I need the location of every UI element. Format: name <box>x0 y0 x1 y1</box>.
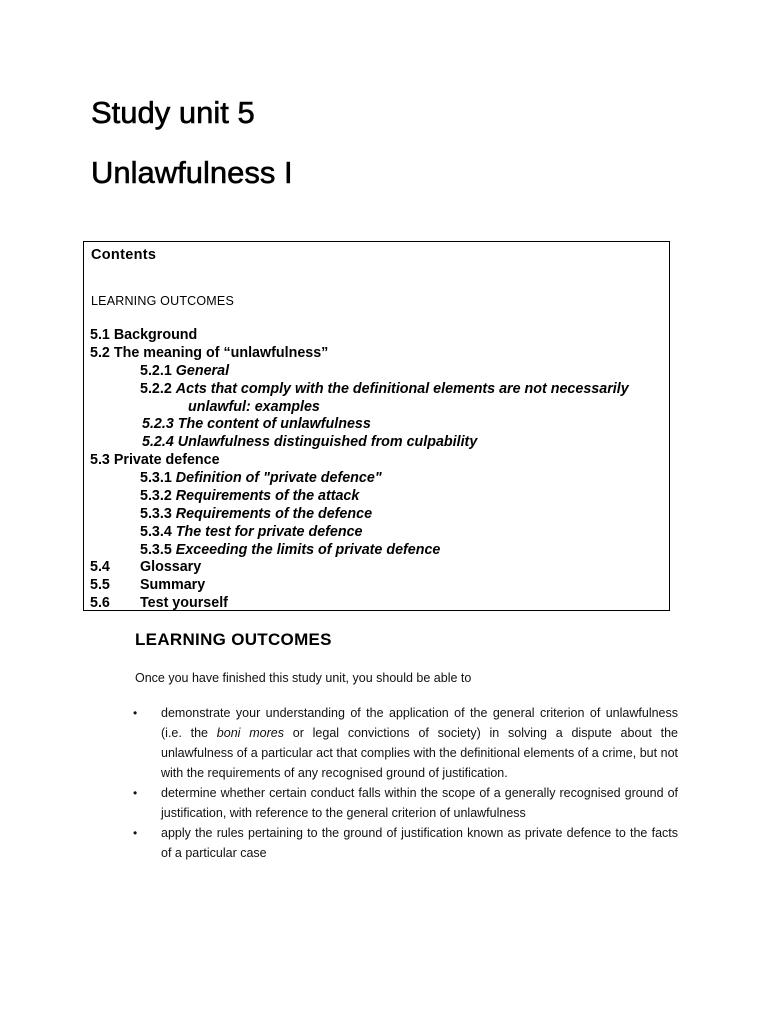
list-item <box>133 823 678 863</box>
toc-num: 5.2.3 <box>142 416 174 432</box>
toc-num: 5.3.5 <box>140 542 172 558</box>
unit-title: Study unit 5 <box>91 95 255 130</box>
toc-label: Summary <box>140 577 206 593</box>
toc-label: Requirements of the attack <box>175 488 360 504</box>
toc-item-5-5 <box>90 576 205 594</box>
toc-item-5-3-1 <box>140 469 382 487</box>
toc-label: The test for private defence <box>175 524 363 540</box>
bullet-icon: • <box>133 786 138 800</box>
toc-item-5-3-2 <box>140 487 359 505</box>
toc-item-5-3-5 <box>140 541 440 559</box>
bullet-text-continued: or legal convictions of society) in solving a dispute about the unlawfulness of a particular act that complies with the definitional elements of a crime, but not with the requirements of any recognised ground of justification. <box>161 726 678 780</box>
toc-label: General <box>175 363 230 379</box>
bullet-text: apply the rules pertaining to the ground of justification known as private defence to the facts of a particular case <box>161 826 678 860</box>
bullet-text: determine whether certain conduct falls within the scope of a generally recognised ground of justification, with reference to the general criterion of unlawfulness <box>161 786 678 820</box>
bullet-text: demonstrate your understanding of the application of the general criterion of unlawfulness (i.e. the <box>161 706 678 740</box>
toc-label: unlawful: examples <box>188 399 320 415</box>
toc-item-5-2-1 <box>140 362 229 380</box>
toc-num: 5.4 <box>90 559 110 575</box>
list-item <box>133 783 678 823</box>
toc-item-5-2-4 <box>142 433 477 451</box>
contents-learning-outcomes: LEARNING OUTCOMES <box>91 294 234 308</box>
toc-label: Test yourself <box>140 595 228 611</box>
toc-num: 5.3.3 <box>140 506 172 522</box>
toc-item-5-2 <box>90 344 328 362</box>
toc-item-5-6 <box>90 594 228 612</box>
toc-num: 5.2.4 <box>142 434 174 450</box>
toc-num: 5.3 <box>90 452 110 468</box>
toc-num: 5.1 <box>90 327 110 343</box>
toc-item-5-2-3 <box>142 415 371 433</box>
toc-num: 5.2.1 <box>140 363 172 379</box>
toc-num: 5.3.4 <box>140 524 172 540</box>
toc-num: 5.3.2 <box>140 488 172 504</box>
toc-label: Glossary <box>140 559 202 575</box>
toc-label: The meaning of “unlawfulness” <box>113 345 329 361</box>
toc-item-5-3-3 <box>140 505 372 523</box>
toc-label: Private defence <box>113 452 220 468</box>
toc-item-5-3 <box>90 451 220 469</box>
toc-item-5-1 <box>90 326 197 344</box>
toc-num: 5.3.1 <box>140 470 172 486</box>
list-item <box>133 703 678 783</box>
bullet-icon: • <box>133 826 138 840</box>
toc-label: Acts that comply with the definitional elements are not necessarily <box>175 381 629 397</box>
learning-outcomes-intro: Once you have finished this study unit, you should be able to <box>135 671 472 685</box>
toc-num: 5.2 <box>90 345 110 361</box>
toc-label: Unlawfulness distinguished from culpability <box>177 434 478 450</box>
contents-heading: Contents <box>91 247 157 263</box>
bullet-emphasis: boni mores <box>216 726 284 740</box>
toc-label: Requirements of the defence <box>175 506 373 522</box>
toc-num: 5.5 <box>90 577 110 593</box>
contents-box <box>83 241 670 611</box>
toc-item-5-4 <box>90 558 201 576</box>
bullet-icon: • <box>133 706 138 720</box>
toc-label: Definition of "private defence" <box>175 470 382 486</box>
learning-outcomes-list <box>133 703 678 863</box>
toc-num: 5.6 <box>90 595 110 611</box>
toc-label: Exceeding the limits of private defence <box>175 542 441 558</box>
toc-item-5-2-2 <box>140 380 629 398</box>
toc-num: 5.2.2 <box>140 381 172 397</box>
toc-label: The content of unlawfulness <box>177 416 371 432</box>
toc-label: Background <box>113 327 198 343</box>
toc-item-5-2-2-continued <box>188 398 320 416</box>
unit-subtitle: Unlawfulness I <box>91 155 293 190</box>
toc-item-5-3-4 <box>140 523 363 541</box>
learning-outcomes-heading: LEARNING OUTCOMES <box>135 630 332 649</box>
